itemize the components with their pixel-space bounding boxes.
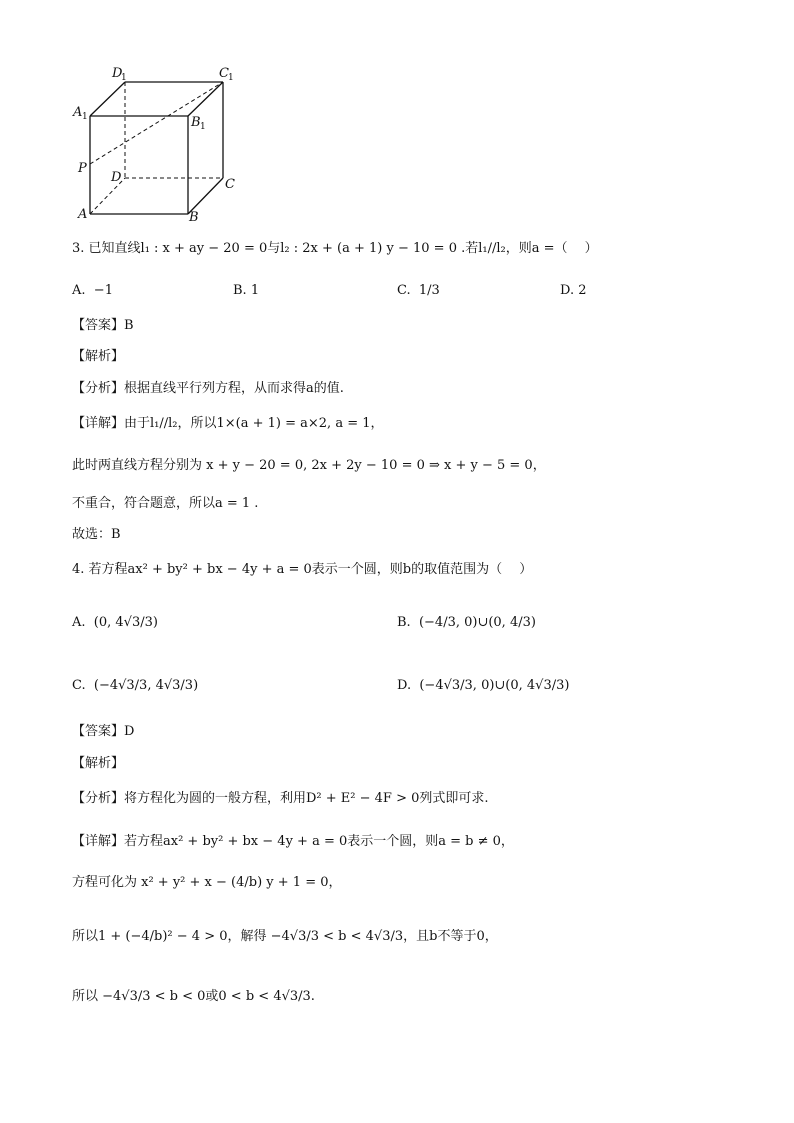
label-P: P	[78, 161, 87, 176]
q3-fenxi: 【分析】根据直线平行列方程，从而求得a的值.	[72, 381, 344, 396]
q3-option-a: A. −1	[72, 283, 113, 298]
cube-figure	[70, 60, 250, 225]
q3-line2: 此时两直线方程分别为 x + y − 20 = 0, 2x + 2y − 10 = 0 ⇒ x + y − 5 = 0，	[72, 458, 546, 473]
svg-text:1: 1	[82, 112, 88, 122]
q4-option-b: B. (−4/3, 0)∪(0, 4/3)	[397, 615, 536, 630]
q4-option-d: D. (−4√3/3, 0)∪(0, 4√3/3)	[397, 678, 570, 693]
q4-stem: 4. 若方程ax² + by² + bx − 4y + a = 0表示一个圆，则b的取值范围为（ ）	[72, 562, 533, 577]
label-D1: D	[112, 66, 123, 81]
q3-option-c: C. 1/3	[397, 283, 440, 298]
q3-guxuan: 故选：B	[72, 527, 121, 542]
q3-option-b: B. 1	[233, 283, 260, 298]
q3-option-d: D. 2	[560, 283, 587, 298]
q4-answer: 【答案】D	[72, 724, 135, 739]
q4-analysis-title: 【解析】	[72, 756, 125, 771]
q3-answer: 【答案】B	[72, 318, 134, 333]
label-B: B	[189, 210, 199, 225]
label-B1: B	[191, 115, 201, 130]
q4-line2: 方程可化为 x² + y² + x − (4/b) y + 1 = 0，	[72, 875, 342, 890]
label-C1: C	[219, 66, 229, 81]
q4-option-c: C. (−4√3/3, 4√3/3)	[72, 678, 199, 693]
q3-line3: 不重合，符合题意，所以a = 1 .	[72, 496, 259, 511]
q4-option-a: A. (0, 4√3/3)	[72, 615, 158, 630]
q4-line3: 所以1 + (−4/b)² − 4 > 0，解得 −4√3/3 < b < 4√3/3，且b不等于0，	[72, 929, 498, 944]
svg-text:1: 1	[228, 73, 234, 83]
q3-xiangjie: 【详解】由于l₁//l₂，所以1×(a + 1) = a×2, a = 1，	[72, 416, 384, 431]
label-D: D	[111, 170, 122, 185]
label-A: A	[78, 207, 88, 222]
q4-fenxi: 【分析】将方程化为圆的一般方程，利用D² + E² − 4F > 0列式即可求.	[72, 791, 489, 806]
q3-analysis-title: 【解析】	[72, 349, 125, 364]
q4-xiangjie: 【详解】若方程ax² + by² + bx − 4y + a = 0表示一个圆，则a = b ≠ 0，	[72, 834, 514, 849]
label-A1: A	[73, 105, 83, 120]
q4-line4: 所以 −4√3/3 < b < 0或0 < b < 4√3/3.	[72, 989, 315, 1004]
svg-text:1: 1	[200, 122, 206, 132]
label-C: C	[225, 177, 235, 192]
q3-stem: 3. 已知直线l₁ : x + ay − 20 = 0与l₂ : 2x + (a + 1) y − 10 = 0 .若l₁//l₂，则a =（ ）	[72, 241, 598, 256]
svg-text:1: 1	[121, 73, 127, 83]
